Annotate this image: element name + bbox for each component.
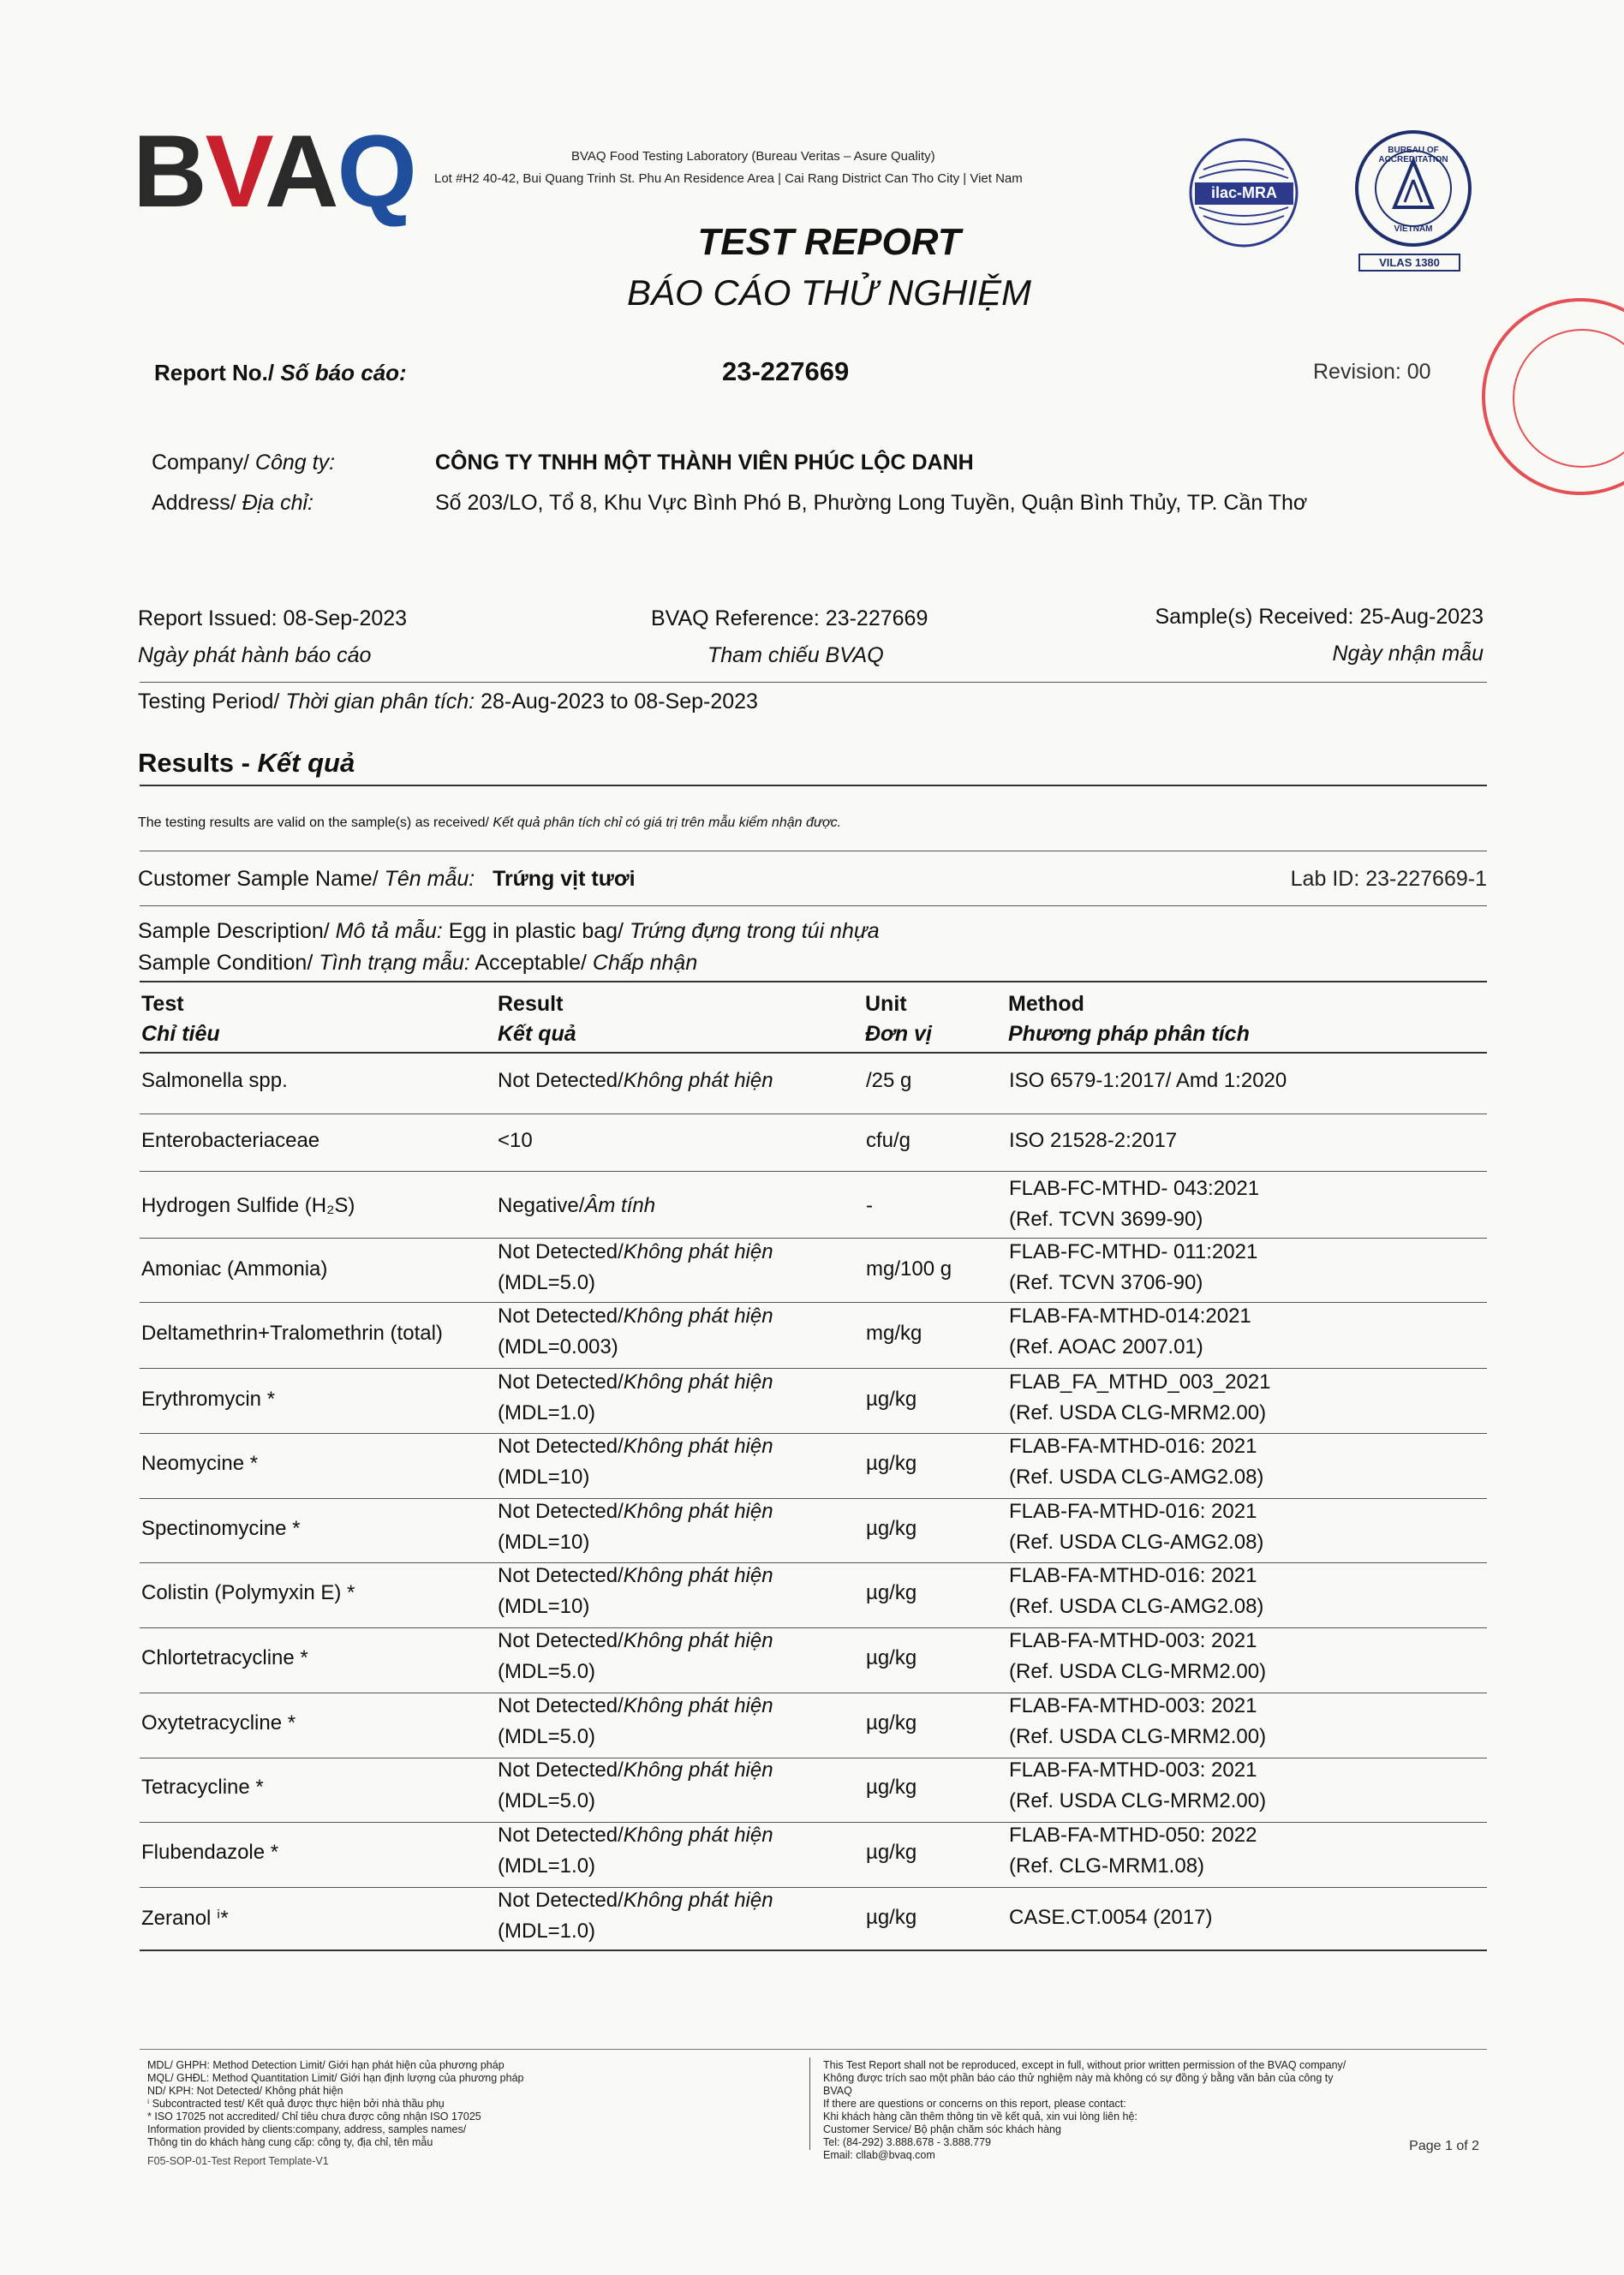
bvaq-reference-vi: Tham chiếu BVAQ: [708, 643, 884, 667]
result-en: Not Detected/: [498, 1694, 624, 1717]
result-en: Not Detected/: [498, 1305, 624, 1328]
method-line-2: (Ref. USDA CLG-MRM2.00): [1009, 1725, 1267, 1748]
sample-condition: [138, 951, 697, 976]
address-label: [152, 491, 313, 516]
row-divider: [140, 1238, 1487, 1239]
company-label-vi: Công ty:: [254, 451, 336, 475]
bvaq-logo: [133, 114, 415, 229]
vilas-badge: VILAS 1380: [1358, 254, 1460, 272]
footer-note-line: MQL/ GHĐL: Method Quantitation Limit/ Giới hạn định lượng của phương pháp: [147, 2072, 524, 2084]
company-stamp: [1482, 298, 1624, 495]
result-value: [498, 1758, 773, 1782]
method-line-1: FLAB-FA-MTHD-003: 2021: [1009, 1629, 1257, 1652]
result-mdl: (MDL=1.0): [498, 1854, 596, 1878]
test-name: Colistin (Polymyxin E) *: [141, 1581, 355, 1604]
row-divider: [140, 1433, 1487, 1434]
report-no-value: 23-227669: [722, 356, 850, 386]
result-en: Not Detected/: [498, 1435, 624, 1458]
testing-period-label-vi: Thời gian phân tích:: [285, 690, 475, 714]
result-en: <10: [498, 1129, 533, 1152]
method-line-1: FLAB-FA-MTHD-016: 2021: [1009, 1435, 1257, 1458]
footer-notes: [147, 2059, 523, 2149]
result-mdl: (MDL=10): [498, 1531, 590, 1554]
test-name: Zeranol ⁱ*: [141, 1907, 229, 1930]
col-test-header: Test: [141, 992, 184, 1016]
row-divider: [140, 1887, 1487, 1888]
method-line-2: (Ref. USDA CLG-AMG2.08): [1009, 1531, 1264, 1554]
result-en: Not Detected/: [498, 1370, 624, 1394]
method-line-1: ISO 6579-1:2017/ Amd 1:2020: [1009, 1069, 1287, 1092]
result-value: [498, 1629, 773, 1653]
table-row: [140, 1177, 1487, 1233]
result-mdl: (MDL=1.0): [498, 1401, 596, 1424]
report-no-label-en: Report No./: [154, 360, 275, 385]
unit-value: µg/kg: [866, 1452, 917, 1475]
sample-name-value: Trứng vịt tươi: [493, 867, 636, 891]
test-name: Chlortetracycline *: [141, 1646, 308, 1669]
address-label-en: Address/: [152, 491, 236, 515]
method-line-2: (Ref. USDA CLG-MRM2.00): [1009, 1789, 1267, 1812]
table-row: [140, 1824, 1487, 1880]
sample-description-value: Egg in plastic bag/: [448, 919, 624, 943]
result-vi: Không phát hiện: [623, 1758, 773, 1782]
table-row: [140, 1758, 1487, 1815]
method-line-1: FLAB-FA-MTHD-050: 2022: [1009, 1824, 1257, 1847]
result-value: [498, 1370, 773, 1394]
method-line-1: FLAB-FA-MTHD-003: 2021: [1009, 1694, 1257, 1717]
footer-note-line: ⁱ Subcontracted test/ Kết quả được thực hiện bởi nhà thầu phụ: [147, 2098, 445, 2110]
table-row: [140, 1435, 1487, 1491]
method-line-1: FLAB-FA-MTHD-016: 2021: [1009, 1500, 1257, 1523]
samples-received: Sample(s) Received: 25-Aug-2023: [1155, 605, 1484, 629]
result-en: Not Detected/: [498, 1629, 624, 1652]
col-method-header: Method: [1008, 992, 1084, 1016]
result-en: Not Detected/: [498, 1240, 624, 1263]
testing-period-label: Testing Period/: [138, 690, 280, 714]
sample-description-value-vi: Trứng đựng trong túi nhựa: [629, 919, 880, 943]
report-issued: Report Issued: 08-Sep-2023: [138, 606, 408, 630]
lab-name: BVAQ Food Testing Laboratory (Bureau Veritas – Asure Quality): [571, 149, 935, 164]
footer-disclaimer-line: Email: cllab@bvaq.com: [823, 2149, 935, 2161]
address-value: Số 203/LO, Tổ 8, Khu Vực Bình Phó B, Phường Long Tuyền, Quận Bình Thủy, TP. Cần Thơ: [435, 491, 1308, 515]
unit-value: µg/kg: [866, 1841, 917, 1864]
testing-period-value: 28-Aug-2023 to 08-Sep-2023: [481, 690, 758, 714]
sample-name-label: Customer Sample Name/: [138, 867, 379, 891]
logo-letter-a: A: [264, 114, 337, 229]
boa-country: VIETNAM: [1394, 224, 1433, 234]
method-line-2: (Ref. TCVN 3699-90): [1009, 1208, 1203, 1231]
sample-name-label-vi: Tên mẫu:: [384, 867, 475, 891]
result-value: [498, 1435, 773, 1459]
result-value: [498, 1824, 773, 1848]
logo-letter-v: V: [205, 114, 265, 229]
footer-disclaimer-line: If there are questions or concerns on this report, please contact:: [823, 2098, 1126, 2110]
method-line-2: (Ref. USDA CLG-AMG2.08): [1009, 1466, 1264, 1489]
lab-address: Lot #H2 40-42, Bui Quang Trinh St. Phu An Residence Area | Cai Rang District Can Tho City | Viet Nam: [434, 171, 1023, 186]
divider-sample-name: [140, 905, 1487, 906]
unit-value: /25 g: [866, 1069, 912, 1092]
col-unit-header: Unit: [865, 992, 907, 1016]
result-vi: Âm tính: [584, 1194, 656, 1217]
result-en: Not Detected/: [498, 1758, 624, 1782]
method-line-1: FLAB-FA-MTHD-016: 2021: [1009, 1564, 1257, 1587]
result-mdl: (MDL=5.0): [498, 1789, 596, 1812]
result-value: [498, 1889, 773, 1913]
test-name: Oxytetracycline *: [141, 1711, 296, 1735]
test-name: Spectinomycine *: [141, 1517, 301, 1540]
method-line-2: (Ref. USDA CLG-MRM2.00): [1009, 1660, 1267, 1683]
result-value: [498, 1240, 773, 1264]
footer-disclaimer-line: Customer Service/ Bộ phận chăm sóc khách hàng: [823, 2123, 1061, 2135]
table-row: [140, 1500, 1487, 1556]
unit-value: µg/kg: [866, 1711, 917, 1735]
bvaq-reference: BVAQ Reference: 23-227669: [651, 606, 928, 630]
result-en: Negative/: [498, 1194, 585, 1217]
divider-table-header: [140, 1052, 1487, 1054]
result-vi: Không phát hiện: [623, 1500, 773, 1523]
method-line-1: FLAB-FC-MTHD- 043:2021: [1009, 1177, 1260, 1200]
lab-id: Lab ID: 23-227669-1: [1290, 867, 1487, 891]
footer-disclaimer-line: Không được trích sao một phần báo cáo thử nghiệm này mà không có sự đồng ý bằng văn bản của công ty: [823, 2072, 1334, 2084]
results-heading-vi: Kết quả: [257, 748, 355, 778]
method-line-1: ISO 21528-2:2017: [1009, 1129, 1178, 1152]
result-vi: Không phát hiện: [623, 1435, 773, 1458]
test-name: Hydrogen Sulfide (H₂S): [141, 1194, 355, 1217]
results-table-header: [140, 992, 1487, 1052]
row-divider: [140, 1627, 1487, 1628]
divider-dates: [140, 682, 1487, 683]
report-no-label: [154, 360, 407, 386]
result-value: [498, 1564, 773, 1588]
sample-name-row: [138, 867, 636, 892]
logo-letter-b: B: [133, 114, 206, 229]
divider-table-bottom: [140, 1950, 1487, 1951]
result-vi: Không phát hiện: [623, 1240, 773, 1263]
result-vi: Không phát hiện: [623, 1629, 773, 1652]
result-en: Not Detected/: [498, 1069, 624, 1092]
company-name: CÔNG TY TNHH MỘT THÀNH VIÊN PHÚC LỘC DANH: [435, 451, 974, 475]
table-row: [140, 1564, 1487, 1621]
sample-description: [138, 919, 880, 944]
address-label-vi: Địa chỉ:: [242, 491, 313, 515]
results-note-vi: Kết quả phân tích chỉ có giá trị trên mẫu kiểm nhận được.: [493, 815, 842, 830]
col-test-header-vi: Chỉ tiêu: [141, 1022, 220, 1046]
divider-results: [140, 785, 1487, 786]
stamp-inner-ring: [1513, 329, 1624, 468]
unit-value: µg/kg: [866, 1646, 917, 1669]
unit-value: µg/kg: [866, 1517, 917, 1540]
result-mdl: (MDL=10): [498, 1466, 590, 1489]
testing-period: [138, 690, 758, 714]
result-mdl: (MDL=10): [498, 1595, 590, 1618]
result-value: [498, 1305, 773, 1329]
footer-disclaimer-line: Khi khách hàng cần thêm thông tin về kết quả, xin vui lòng liên hệ:: [823, 2111, 1137, 2123]
unit-value: µg/kg: [866, 1388, 917, 1411]
sample-condition-value-vi: Chấp nhận: [592, 951, 698, 975]
result-vi: Không phát hiện: [623, 1694, 773, 1717]
sample-condition-label: Sample Condition/: [138, 951, 313, 975]
col-result-header-vi: Kết quả: [498, 1022, 576, 1046]
col-method-header-vi: Phương pháp phân tích: [1008, 1022, 1250, 1046]
table-row: [140, 1370, 1487, 1427]
footer-note-line: ND/ KPH: Not Detected/ Không phát hiện: [147, 2085, 343, 2097]
divider-table-top: [140, 981, 1487, 982]
sample-condition-value: Acceptable/: [475, 951, 587, 975]
table-row: [140, 1240, 1487, 1297]
result-mdl: (MDL=5.0): [498, 1725, 596, 1748]
title-vi: BÁO CÁO THỬ NGHIỆM: [626, 272, 1032, 313]
method-line-2: (Ref. AOAC 2007.01): [1009, 1335, 1203, 1358]
result-vi: Không phát hiện: [623, 1370, 773, 1394]
method-line-2: (Ref. CLG-MRM1.08): [1009, 1854, 1205, 1878]
test-name: Amoniac (Ammonia): [141, 1257, 328, 1281]
footer-note-line: Thông tin do khách hàng cung cấp: công ty, địa chỉ, tên mẫu: [147, 2136, 433, 2148]
method-line-1: FLAB-FC-MTHD- 011:2021: [1009, 1240, 1258, 1263]
unit-value: µg/kg: [866, 1776, 917, 1799]
table-row: [140, 1629, 1487, 1686]
footer-disclaimer-line: Tel: (84-292) 3.888.678 - 3.888.779: [823, 2136, 991, 2148]
method-line-2: (Ref. TCVN 3706-90): [1009, 1271, 1203, 1294]
footer-disclaimer-line: BVAQ: [823, 2085, 852, 2097]
result-vi: Không phát hiện: [623, 1069, 773, 1092]
sample-description-label: Sample Description/: [138, 919, 330, 943]
title-en: TEST REPORT: [697, 221, 961, 263]
page-number: Page 1 of 2: [1409, 2139, 1479, 2153]
result-value: [498, 1129, 533, 1153]
sample-condition-label-vi: Tình trạng mẫu:: [319, 951, 470, 975]
result-value: [498, 1694, 773, 1718]
unit-value: µg/kg: [866, 1581, 917, 1604]
results-heading-en: Results -: [138, 748, 258, 778]
unit-value: mg/100 g: [866, 1257, 952, 1281]
result-en: Not Detected/: [498, 1564, 624, 1587]
col-unit-header-vi: Đơn vị: [865, 1022, 932, 1046]
method-line-1: FLAB_FA_MTHD_003_2021: [1009, 1370, 1271, 1394]
logo-letter-q: Q: [337, 114, 415, 229]
footer-column-divider: [809, 2057, 810, 2150]
test-name: Tetracycline *: [141, 1776, 264, 1799]
company-label-en: Company/: [152, 451, 249, 475]
table-row: [140, 1062, 1487, 1119]
footer-disclaimer: [823, 2059, 1346, 2162]
result-mdl: (MDL=5.0): [498, 1271, 596, 1294]
col-result-header: Result: [498, 992, 564, 1016]
row-divider: [140, 1822, 1487, 1823]
unit-value: mg/kg: [866, 1322, 922, 1345]
result-en: Not Detected/: [498, 1889, 624, 1912]
unit-value: µg/kg: [866, 1906, 917, 1929]
report-issued-vi: Ngày phát hành báo cáo: [138, 643, 372, 667]
table-row: [140, 1694, 1487, 1751]
samples-received-vi: Ngày nhận mẫu: [1332, 642, 1484, 666]
footer-note-line: Information provided by clients:company, address, samples names/: [147, 2123, 467, 2135]
row-divider: [140, 1302, 1487, 1303]
row-divider: [140, 1368, 1487, 1369]
sample-description-label-vi: Mô tả mẫu:: [335, 919, 443, 943]
results-heading: [138, 748, 355, 779]
footer-note-line: * ISO 17025 not accredited/ Chỉ tiêu chưa được công nhận ISO 17025: [147, 2111, 481, 2123]
revision: Revision: 00: [1313, 360, 1431, 384]
ilac-label: ilac-MRA: [1210, 184, 1277, 201]
results-note-en: The testing results are valid on the sample(s) as received/: [138, 815, 489, 830]
unit-value: -: [866, 1194, 873, 1217]
footer-disclaimer-line: This Test Report shall not be reproduced, except in full, without prior written permission of the BVAQ company/: [823, 2059, 1346, 2071]
footer-note-line: MDL/ GHPH: Method Detection Limit/ Giới hạn phát hiện của phương pháp: [147, 2059, 505, 2071]
result-vi: Không phát hiện: [623, 1889, 773, 1912]
report-no-label-vi: Số báo cáo:: [280, 360, 407, 385]
result-mdl: (MDL=1.0): [498, 1920, 596, 1943]
result-vi: Không phát hiện: [623, 1824, 773, 1847]
result-en: Not Detected/: [498, 1824, 624, 1847]
table-row: [140, 1305, 1487, 1361]
method-line-2: (Ref. USDA CLG-AMG2.08): [1009, 1595, 1264, 1618]
method-line-1: FLAB-FA-MTHD-014:2021: [1009, 1305, 1251, 1328]
result-value: [498, 1069, 773, 1093]
test-name: Salmonella spp.: [141, 1069, 288, 1092]
test-name: Flubendazole *: [141, 1841, 279, 1864]
unit-value: cfu/g: [866, 1129, 911, 1152]
test-name: Enterobacteriaceae: [141, 1129, 320, 1152]
method-line-1: FLAB-FA-MTHD-003: 2021: [1009, 1758, 1257, 1782]
result-mdl: (MDL=5.0): [498, 1660, 596, 1683]
company-label: [152, 451, 335, 475]
result-en: Not Detected/: [498, 1500, 624, 1523]
result-value: [498, 1500, 773, 1524]
boa-label: BUREAU OF ACCREDITATION: [1378, 146, 1448, 164]
method-line-2: (Ref. USDA CLG-MRM2.00): [1009, 1401, 1267, 1424]
row-divider: [140, 1562, 1487, 1563]
template-id: F05-SOP-01-Test Report Template-V1: [147, 2155, 329, 2167]
row-divider: [140, 1171, 1487, 1172]
result-vi: Không phát hiện: [623, 1305, 773, 1328]
result-mdl: (MDL=0.003): [498, 1335, 618, 1358]
row-divider: [140, 1498, 1487, 1499]
test-name: Deltamethrin+Tralomethrin (total): [141, 1322, 443, 1345]
result-vi: Không phát hiện: [623, 1564, 773, 1587]
result-value: [498, 1194, 655, 1218]
table-row: [140, 1889, 1487, 1945]
divider-footer: [140, 2049, 1487, 2050]
results-note: [138, 815, 841, 831]
test-name: Erythromycin *: [141, 1388, 276, 1411]
method-line-1: CASE.CT.0054 (2017): [1009, 1906, 1213, 1929]
test-name: Neomycine *: [141, 1452, 259, 1475]
